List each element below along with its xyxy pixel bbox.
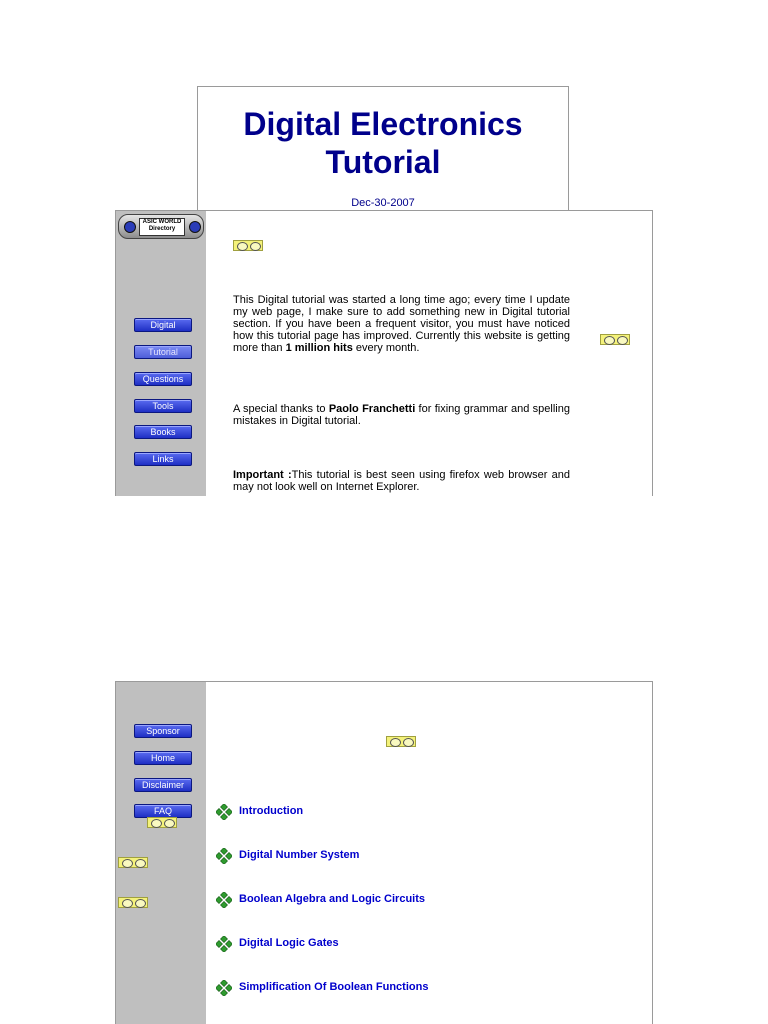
ad-placeholder-icon[interactable]	[386, 736, 416, 747]
nav-disclaimer-button[interactable]: Disclaimer	[134, 778, 192, 792]
nav-questions-button[interactable]: Questions	[134, 372, 192, 386]
ad-placeholder-icon[interactable]	[118, 897, 148, 908]
page-title	[198, 105, 568, 181]
asic-world-logo[interactable]	[118, 214, 204, 239]
logo-text-1: ASIC WORLD	[142, 219, 182, 225]
topic-boolean-algebra-link[interactable]: Boolean Algebra and Logic Circuits	[239, 893, 426, 905]
sidebar-top	[116, 211, 206, 496]
content-panel-top	[115, 210, 653, 496]
green-diamond-bullet-icon	[216, 848, 232, 864]
ad-placeholder-icon[interactable]	[600, 334, 630, 345]
thanks-text: A special thanks to	[233, 403, 329, 415]
topic-logic-gates-link[interactable]: Digital Logic Gates	[239, 937, 339, 949]
topic-introduction-link[interactable]: Introduction	[239, 805, 304, 817]
ad-placeholder-icon[interactable]	[118, 857, 148, 868]
nav-tutorial-button[interactable]: Tutorial	[134, 345, 192, 359]
green-diamond-bullet-icon	[216, 892, 232, 908]
nav-sponsor-button[interactable]: Sponsor	[134, 724, 192, 738]
title-box	[197, 86, 569, 212]
important-text: This tutorial is best seen using firefox web browser and may not look well on Internet Explorer.	[233, 469, 570, 493]
ad-placeholder-icon[interactable]	[233, 240, 263, 251]
topic-simplification-link[interactable]: Simplification Of Boolean Functions	[239, 981, 429, 993]
sidebar-bottom	[116, 682, 206, 1024]
nav-tools-button[interactable]: Tools	[134, 399, 192, 413]
green-diamond-bullet-icon	[216, 804, 232, 820]
thanks-text-end: for fixing grammar and spelling mistakes in Digital tutorial.	[233, 403, 570, 427]
logo-knob-left-icon	[124, 221, 136, 233]
content-panel-bottom	[115, 681, 653, 1024]
nav-links-button[interactable]: Links	[134, 452, 192, 466]
topic-number-system-link[interactable]: Digital Number System	[239, 849, 360, 861]
important-label: Important :	[233, 469, 292, 481]
logo-knob-right-icon	[189, 221, 201, 233]
logo-text-2: Directory	[148, 226, 176, 232]
nav-home-button[interactable]: Home	[134, 751, 192, 765]
ad-placeholder-icon[interactable]	[147, 817, 177, 828]
green-diamond-bullet-icon	[216, 980, 232, 996]
intro-text-end: every month.	[352, 342, 420, 354]
title-line-2: Tutorial	[325, 144, 441, 180]
nav-faq-button[interactable]: FAQ	[134, 804, 192, 818]
title-line-1: Digital Electronics	[243, 106, 523, 142]
intro-bold: 1 million hits	[285, 342, 353, 354]
thanks-name: Paolo Franchetti	[328, 403, 416, 415]
logo-plate	[139, 218, 185, 236]
nav-digital-button[interactable]: Digital	[134, 318, 192, 332]
green-diamond-bullet-icon	[216, 936, 232, 952]
nav-books-button[interactable]: Books	[134, 425, 192, 439]
important-paragraph	[233, 469, 570, 493]
page-date: Dec-30-2007	[351, 197, 415, 209]
thanks-paragraph	[233, 403, 570, 427]
intro-text: This Digital tutorial was started a long time ago; every time I update my web page, I make sure to add something new in Digital tutorial section. If you have been a frequent visitor, you must have noticed how this tutorial page has improved. Currently this website is getting more than	[233, 294, 570, 354]
intro-paragraph	[233, 294, 570, 354]
